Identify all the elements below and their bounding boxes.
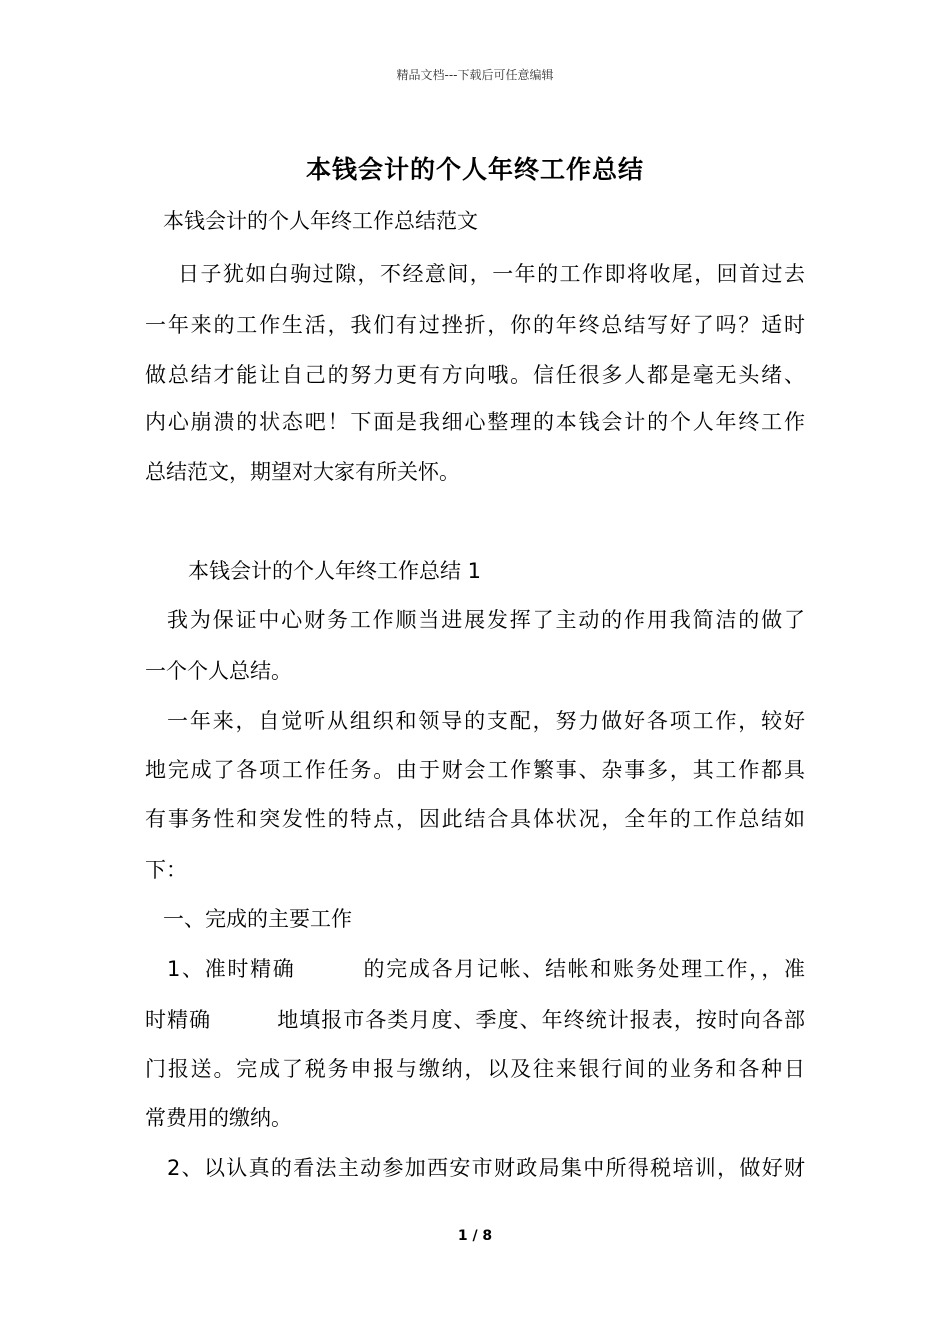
- intro-line-2: 一年来的工作生活，我们有过挫折，你的年终总结写好了吗？适时: [145, 313, 805, 337]
- para2-line-3: 有事务性和突发性的特点，因此结合具体状况，全年的工作总结如: [145, 807, 805, 831]
- intro-line-3: 做总结才能让自己的努力更有方向哦。信任很多人都是毫无头绪、: [145, 363, 805, 387]
- para2-line-2: 地完成了各项工作任务。由于财会工作繁事、杂事多，其工作都具: [145, 758, 805, 782]
- item1-line-1: 1、准时精确 的完成各月记帐、结帐和账务处理工作，，准: [167, 957, 805, 981]
- document-title: 本钱会计的个人年终工作总结: [305, 155, 644, 184]
- intro-line-1: 日子犹如白驹过隙，不经意间，一年的工作即将收尾，回首过去: [178, 262, 805, 286]
- intro-line-4: 内心崩溃的状态吧！下面是我细心整理的本钱会计的个人年终工作: [145, 410, 805, 434]
- item2-line-1: 2、以认真的看法主动参加西安市财政局集中所得税培训，做好财: [167, 1156, 805, 1180]
- para1-line-1: 我为保证中心财务工作顺当进展发挥了主动的作用我简洁的做了: [167, 608, 805, 632]
- page-number: 1 / 8: [457, 1228, 493, 1244]
- intro-line-5: 总结范文，期望对大家有所关怀。: [145, 460, 460, 484]
- para1-line-2: 一个个人总结。: [145, 659, 292, 683]
- page-header: 精品文档---下载后可任意编辑: [396, 68, 554, 82]
- para2-line-1: 一年来，自觉听从组织和领导的支配，努力做好各项工作，较好: [167, 709, 805, 733]
- item1-line-3: 门报送。完成了税务申报与缴纳，以及往来银行间的业务和各种日: [145, 1057, 805, 1081]
- list-heading: 一、完成的主要工作: [163, 907, 352, 931]
- para2-line-4: 下：: [145, 858, 187, 882]
- item1-line-4: 常费用的缴纳。: [145, 1106, 292, 1130]
- item1-line-2: 时精确 地填报市各类月度、季度、年终统计报表，按时向各部: [145, 1008, 805, 1032]
- document-subtitle: 本钱会计的个人年终工作总结范文: [163, 209, 478, 233]
- section-heading: 本钱会计的个人年终工作总结 1: [188, 559, 482, 583]
